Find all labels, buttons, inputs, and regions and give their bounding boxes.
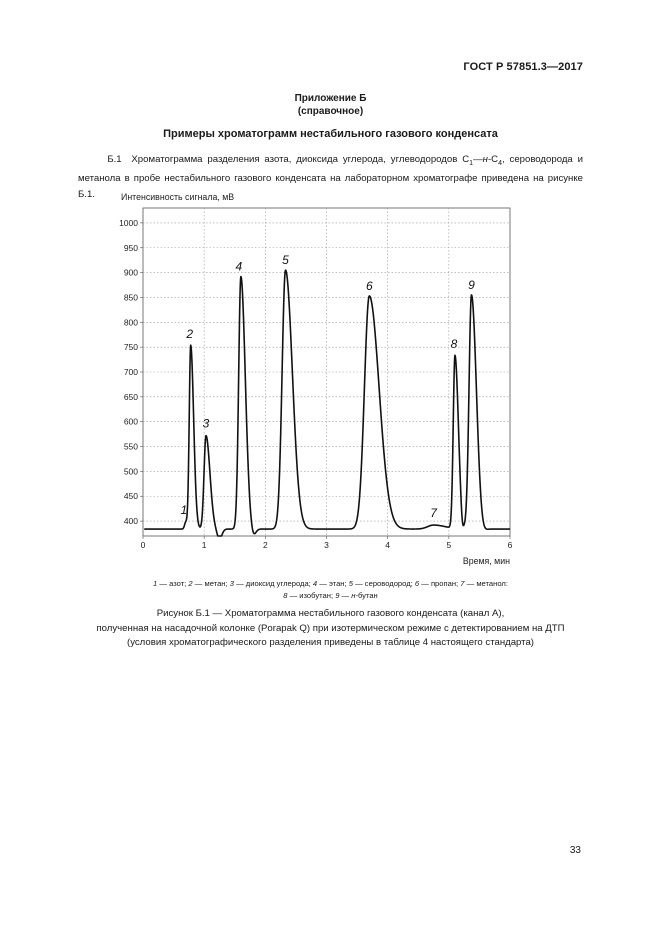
caption-line-2: полученная на насадочной колонке (Porapak Q) при изотермическом режиме с детектированием на ДТП: [96, 622, 565, 634]
legend-number: 9: [335, 591, 340, 600]
y-tick-label: 450: [123, 491, 138, 502]
legend-number: 5: [348, 579, 353, 588]
x-tick-label: 6: [507, 540, 513, 550]
legend-number: 6: [414, 579, 420, 588]
paragraph-text-start: Хроматограмма разделения азота, диоксида углерода, углеводородов С: [131, 154, 470, 165]
y-tick-label: 700: [123, 367, 138, 377]
y-axis-label: Интенсивность сигнала, мВ: [121, 192, 235, 202]
x-tick-label: 5: [446, 540, 452, 550]
y-tick-label: 500: [123, 466, 138, 477]
legend-item: сероводород;: [364, 579, 413, 588]
y-tick-label: 400: [123, 516, 138, 527]
n-prefix: н: [482, 154, 488, 165]
y-tick-label: 550: [123, 441, 138, 452]
x-tick-label: 3: [324, 540, 329, 550]
legend-number: 7: [460, 579, 465, 588]
paragraph-text-end: , сероводорода и метанола в пробе нестабильного газового конденсата на лабораторном хроматографе приведена на рисунке Б.1.: [78, 154, 584, 200]
subscript-1: 1: [469, 159, 474, 167]
legend-number: 1: [153, 579, 158, 588]
y-tick-label: 600: [123, 416, 138, 427]
appendix-title: Приложение Б: [294, 93, 367, 104]
figure-caption: [0, 607, 661, 651]
x-tick-label: 4: [385, 540, 391, 550]
standard-number: ГОСТ Р 57851.3—2017: [463, 61, 583, 73]
legend-number: 2: [188, 579, 193, 588]
appendix-heading: [0, 92, 661, 118]
legend-item: -бутан: [355, 591, 378, 600]
legend-item: этан;: [328, 579, 347, 588]
peak-label: 3: [202, 416, 210, 431]
peak-label: 2: [186, 327, 194, 342]
peak-label: 7: [430, 506, 437, 521]
legend-item: пропан;: [430, 579, 459, 588]
caption-line-3: (условия хроматографического разделения приведены в таблице 4 настоящего стандарта): [127, 637, 534, 648]
legend-item: метанол:: [476, 579, 508, 588]
legend-number: 8: [283, 591, 288, 600]
appendix-subtitle: (справочное): [297, 106, 364, 117]
x-tick-label: 1: [201, 540, 207, 550]
y-tick-label: 800: [123, 317, 138, 328]
legend-prefix: н: [351, 591, 356, 600]
peak-label: 9: [468, 277, 475, 292]
y-tick-label: 950: [123, 242, 138, 253]
dash: —: [473, 154, 483, 165]
y-tick-label: 900: [123, 267, 138, 278]
legend-line-1: 1 — азот; 2 — метан; 3 — диоксид углерода; 4 — этан; 5 — сероводород; 6 — пропан; 7 — метанол:: [153, 579, 508, 588]
peak-label: 6: [365, 278, 373, 293]
y-tick-label: 750: [123, 342, 138, 353]
x-tick-label: 2: [262, 540, 268, 550]
legend-item: азот;: [169, 579, 187, 588]
c-letter: -С: [487, 154, 499, 165]
paragraph-number: Б.1: [107, 154, 122, 165]
y-tick-label: 850: [123, 292, 138, 303]
chromatogram-chart: [0, 188, 661, 578]
legend-number: 3: [229, 579, 234, 588]
page-number: 33: [569, 845, 581, 856]
subscript-4: 4: [498, 159, 502, 167]
legend-line-2: 8 — изобутан; 9 — н-бутан: [283, 591, 378, 600]
legend-item: диоксид углерода;: [245, 579, 311, 588]
y-tick-label: 1000: [119, 217, 138, 228]
peak-label: 8: [450, 337, 458, 352]
caption-line-1: Рисунок Б.1 — Хроматограмма нестабильного газового конденсата (канал А),: [156, 608, 505, 619]
legend-item: изобутан;: [299, 591, 334, 600]
peak-label: 1: [180, 503, 188, 518]
chart-legend: [0, 578, 661, 602]
peak-label: 4: [235, 259, 243, 274]
legend-number: 4: [312, 579, 318, 588]
peak-label: 5: [282, 253, 289, 268]
x-tick-label: 0: [140, 540, 146, 550]
legend-item: метан;: [204, 579, 228, 588]
x-axis-label: Время, мин: [462, 556, 510, 566]
section-title: Примеры хроматограмм нестабильного газового конденсата: [163, 128, 498, 140]
y-tick-label: 650: [123, 391, 138, 402]
